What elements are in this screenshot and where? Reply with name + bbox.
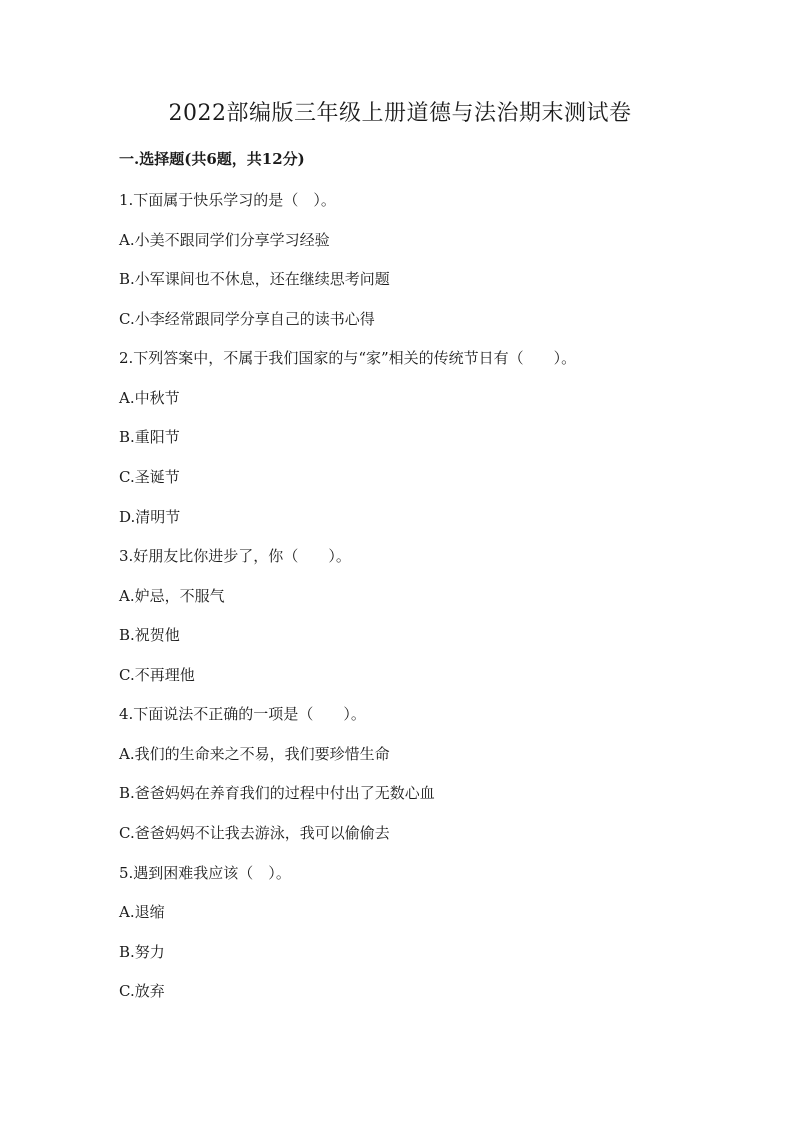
question-stem: 3.好朋友比你进步了，你（ ）。 [119,547,351,565]
question-option: C.爸爸妈妈不让我去游泳，我可以偷偷去 [119,824,390,842]
question-option: C.放弃 [119,982,165,1000]
question-option: A.中秋节 [119,389,180,407]
page-title: 2022部编版三年级上册道德与法治期末测试卷 [168,101,632,126]
question-option: D.清明节 [119,508,181,526]
question-option: B.祝贺他 [119,626,180,644]
question-option: B.小军课间也不休息，还在继续思考问题 [119,270,390,288]
question-option: C.圣诞节 [119,468,180,486]
section-heading: 一.选择题(共6题，共12分) [119,150,305,168]
question-stem: 2.下列答案中，不属于我们国家的与“家”相关的传统节日有（ ）。 [119,349,577,367]
question-stem: 1.下面属于快乐学习的是（ ）。 [119,191,336,209]
question-option: C.小李经常跟同学分享自己的读书心得 [119,310,375,328]
question-option: A.退缩 [119,903,165,921]
question-option: C.不再理他 [119,666,195,684]
question-option: A.我们的生命来之不易，我们要珍惜生命 [119,745,390,763]
question-option: A.妒忌，不服气 [119,587,225,605]
question-option: B.重阳节 [119,428,180,446]
question-stem: 5.遇到困难我应该（ ）。 [119,864,291,882]
question-option: A.小美不跟同学们分享学习经验 [119,231,330,249]
question-option: B.努力 [119,943,165,961]
question-stem: 4.下面说法不正确的一项是（ ）。 [119,705,366,723]
question-option: B.爸爸妈妈在养育我们的过程中付出了无数心血 [119,784,435,802]
